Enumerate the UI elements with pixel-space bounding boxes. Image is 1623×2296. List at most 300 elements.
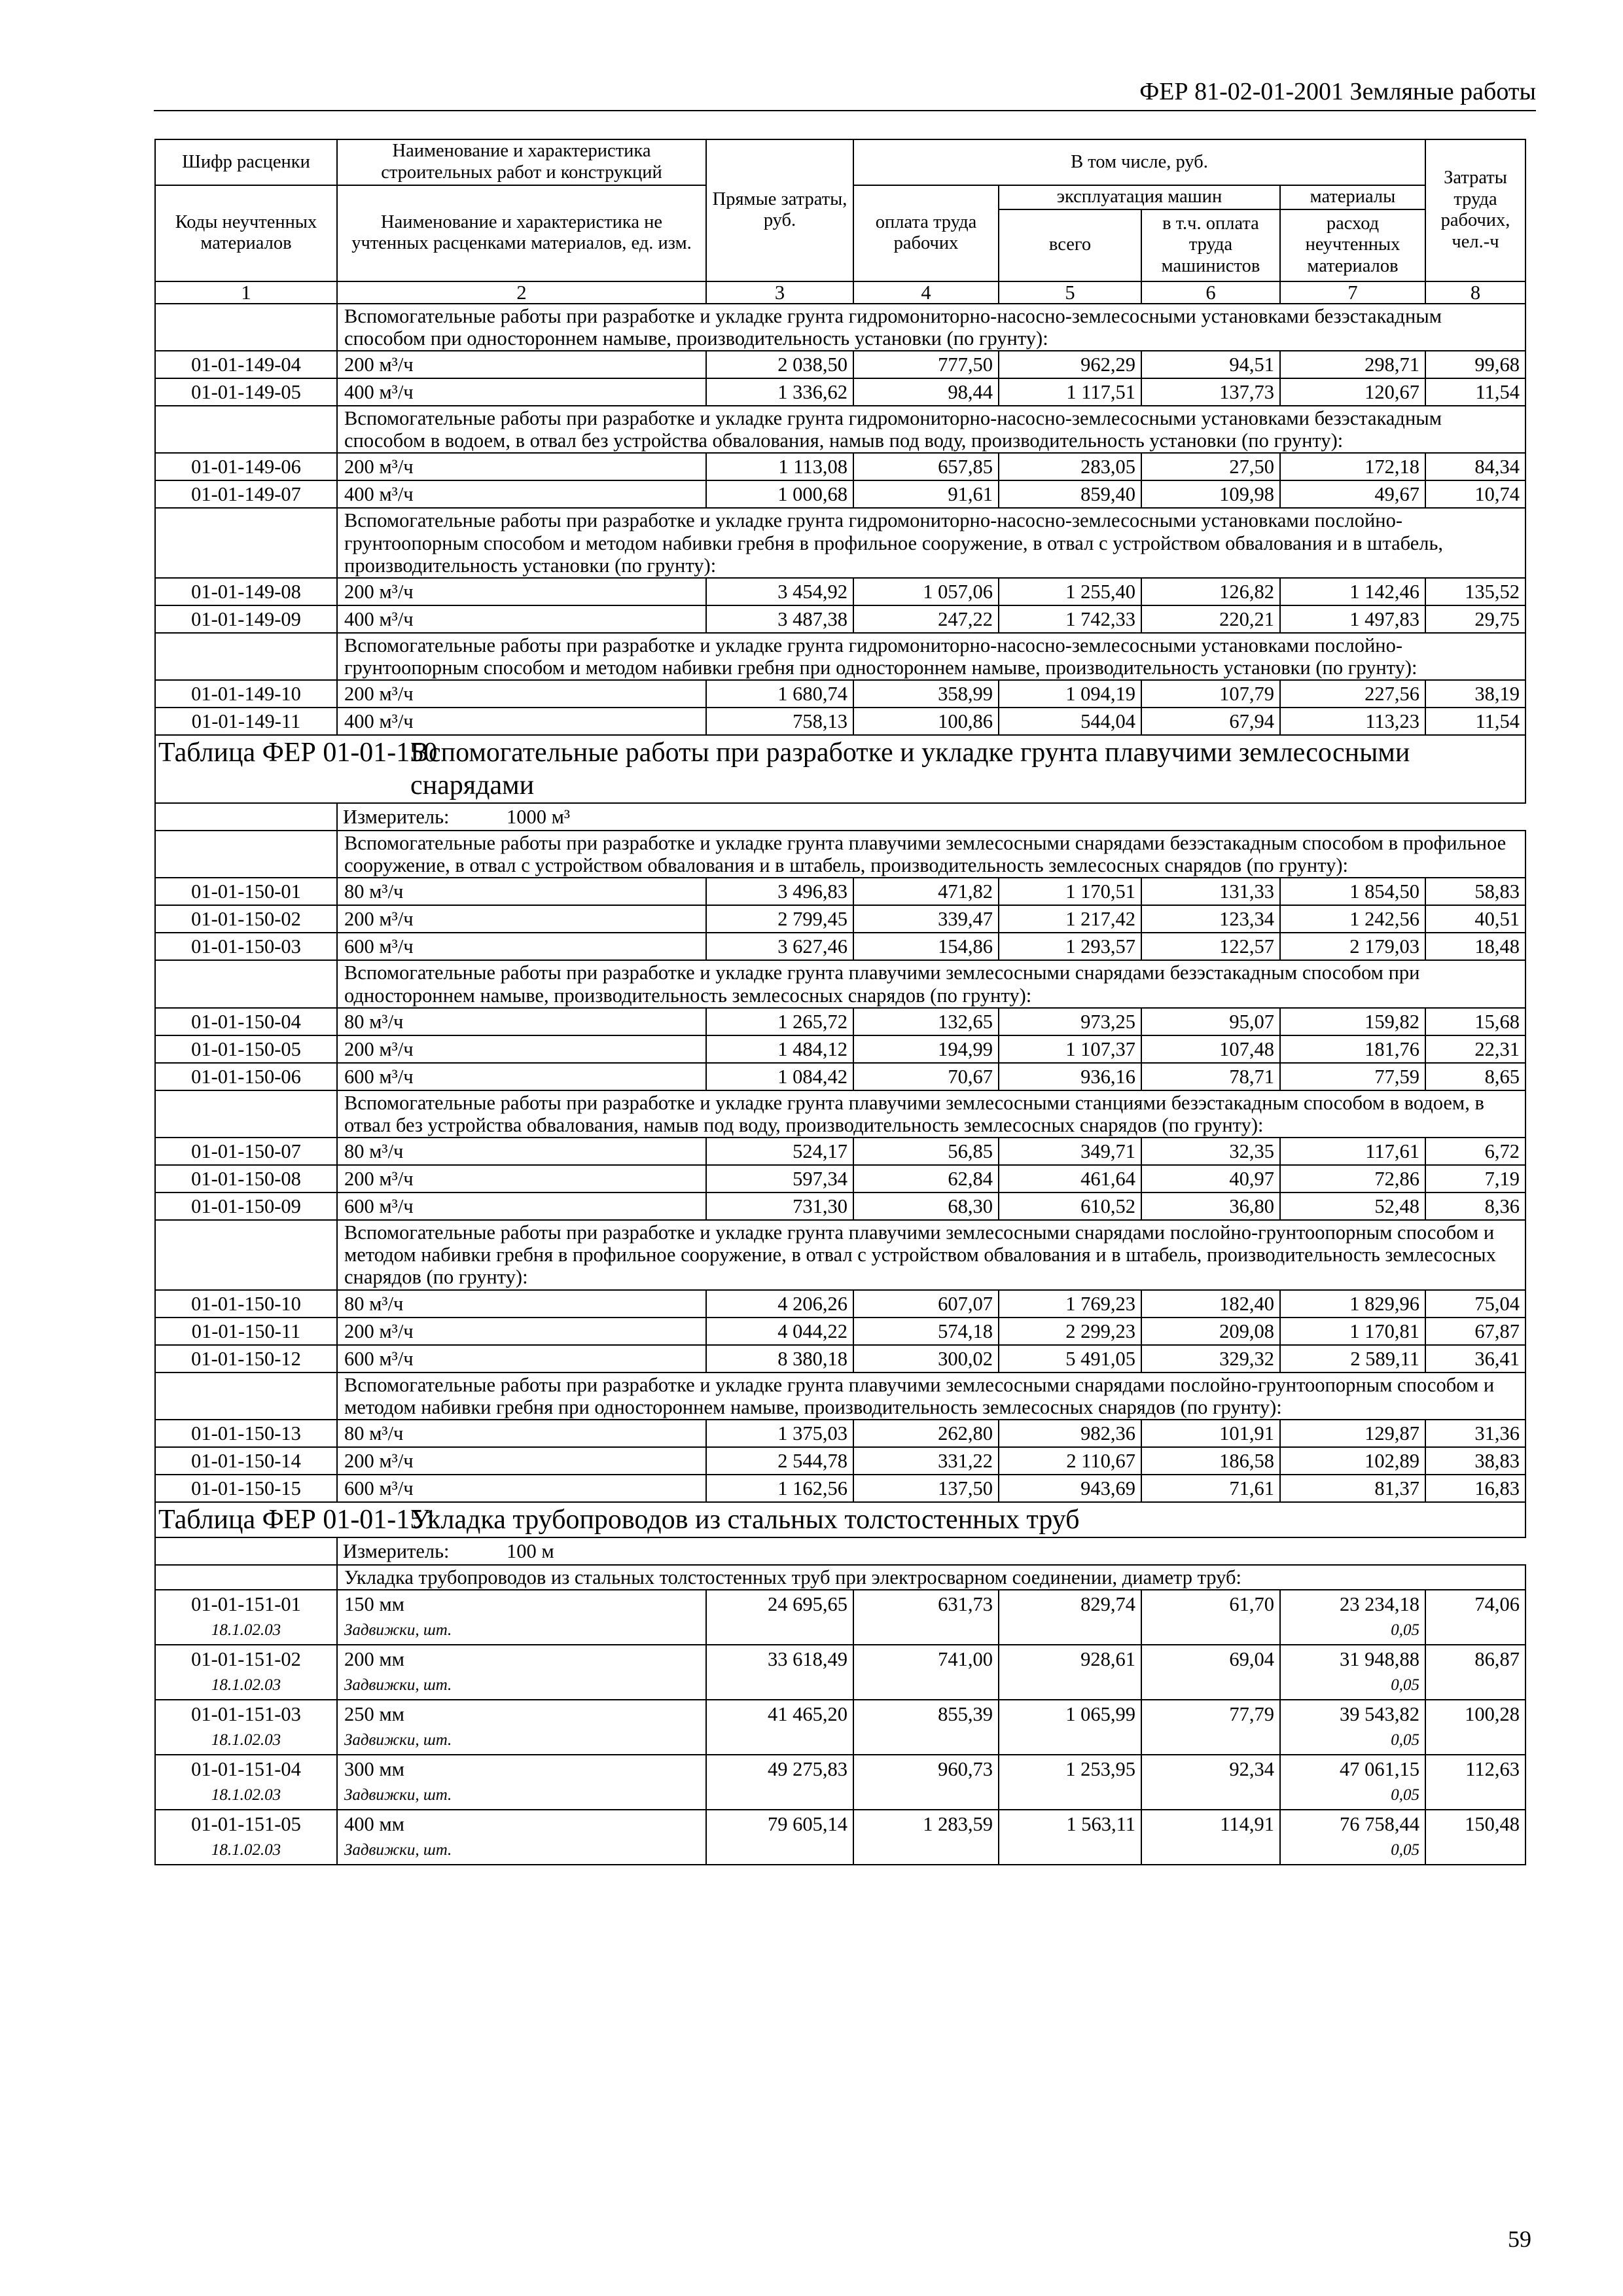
rate-code: 01-01-150-04 [155,1008,337,1035]
rate-code: 01-01-149-09 [155,605,337,633]
table-row [155,1290,1525,1318]
col-operators-header: в т.ч. оплата труда машинистов [1141,209,1280,281]
value-cell-c6: 107,48 [1141,1035,1280,1063]
rate-name-cell [337,1755,706,1810]
group-row [155,304,1525,351]
rate-name: 200 м³/ч [337,680,706,708]
value-cell-c3: 2 544,78 [706,1447,853,1475]
rate-code-cell [155,1700,337,1755]
group-description: Укладка трубопроводов из стальных толстостенных труб при электросварном соединении, диаметр труб: [337,1565,1525,1590]
rate-name: 200 м³/ч [337,453,706,480]
value-cell-c7: 227,56 [1280,680,1425,708]
meter-value: 100 м [507,1539,554,1562]
value-cell-c7: 298,71 [1280,351,1425,378]
rate-code: 01-01-150-15 [155,1475,337,1502]
value-cell-c4: 1 283,59 [853,1810,999,1865]
rate-code: 01-01-149-04 [155,351,337,378]
table-row [155,878,1525,905]
column-number: 8 [1425,281,1525,304]
blank-cell [155,508,337,577]
table-row [155,1475,1525,1502]
rate-code: 01-01-151-04 [191,1758,301,1781]
value-cell-c3: 2 038,50 [706,351,853,378]
rate-code: 01-01-150-13 [155,1420,337,1447]
col-wages-header: оплата труда рабочих [853,185,999,281]
material-code: 18.1.02.03 [211,1676,281,1695]
value-cell-c5: 1 217,42 [999,905,1141,933]
rate-name: 200 м³/ч [337,351,706,378]
value-cell-c7: 117,61 [1280,1138,1425,1165]
value-cell-c3: 79 605,14 [706,1810,853,1865]
rate-name: 600 м³/ч [337,1063,706,1090]
value-cell-c4: 300,02 [853,1345,999,1372]
value-cell-c5: 859,40 [999,480,1141,508]
rate-code-cell [155,1590,337,1645]
value-cell-c4: 68,30 [853,1193,999,1220]
rate-code: 01-01-149-07 [155,480,337,508]
value-cell-c6: 123,34 [1141,905,1280,933]
rate-code: 01-01-150-11 [155,1318,337,1345]
value-cell-c3: 524,17 [706,1138,853,1165]
value-cell-c8: 38,83 [1425,1447,1525,1475]
value-cell-c8: 18,48 [1425,933,1525,960]
value-cell-c3: 1 375,03 [706,1420,853,1447]
value-cell-c3: 1 162,56 [706,1475,853,1502]
value-cell-c5: 1 117,51 [999,378,1141,406]
value-cell-c5: 1 107,37 [999,1035,1141,1063]
value-cell-c8: 86,87 [1425,1645,1525,1700]
table-header [155,139,1525,304]
value-cell-c8: 22,31 [1425,1035,1525,1063]
group-description: Вспомогательные работы при разработке и укладке грунта плавучими землесосными станциями безэстакадным способом в водоем, в отвал без устройства обвалования, намыв под воду, производительность землесосных снарядов (по грунту): [337,1090,1525,1138]
value-cell-c4: 855,39 [853,1700,999,1755]
value-cell-c5: 1 065,99 [999,1700,1141,1755]
value-cell-c8: 112,63 [1425,1755,1525,1810]
table-row [155,1008,1525,1035]
value-cell-c5: 928,61 [999,1645,1141,1700]
group-description: Вспомогательные работы при разработке и укладке грунта гидромониторно-насосно-землесосными установками безэстакадным способом в водоем, в отвал без устройства обвалования, намыв под воду, производительность установки (по грунту): [337,406,1525,453]
column-number: 7 [1280,281,1425,304]
value-cell-c3: 3 627,46 [706,933,853,960]
table-151-body [155,1590,1525,1865]
value-cell-c7: 1 829,96 [1280,1290,1425,1318]
value-cell-c6: 131,33 [1141,878,1280,905]
value-cell-c6: 209,08 [1141,1318,1280,1345]
value-cell-c7: 2 179,03 [1280,933,1425,960]
value-cell-c4: 960,73 [853,1755,999,1810]
rate-name: 400 мм [344,1813,404,1836]
rate-code: 01-01-149-10 [155,680,337,708]
material-code: 18.1.02.03 [211,1841,281,1859]
value-cell-c6: 329,32 [1141,1345,1280,1372]
col-materials-header: материалы [1280,185,1425,209]
value-cell-c5: 2 110,67 [999,1447,1141,1475]
value-cell-c6: 78,71 [1141,1063,1280,1090]
value-cell-c3: 1 084,42 [706,1063,853,1090]
value-cell-c5: 610,52 [999,1193,1141,1220]
table-row [155,1193,1525,1220]
value-cell-c3: 2 799,45 [706,905,853,933]
rate-name: 80 м³/ч [337,1008,706,1035]
rates-table [154,139,1526,1865]
table-row [155,1755,1525,1810]
group-row [155,508,1525,577]
value-cell-c4: 741,00 [853,1645,999,1700]
value-cell-c3: 1 000,68 [706,480,853,508]
value-cell-c8: 29,75 [1425,605,1525,633]
material-name: Задвижки, шт. [344,1676,452,1695]
value-cell-c7: 172,18 [1280,453,1425,480]
value-cell-c6: 101,91 [1141,1420,1280,1447]
value-cell-c6: 107,79 [1141,680,1280,708]
rate-code: 01-01-150-02 [155,905,337,933]
value-cell-c6: 137,73 [1141,378,1280,406]
rate-name-cell [337,1645,706,1700]
blank-cell [155,1372,337,1420]
value-cell-c8: 74,06 [1425,1590,1525,1645]
value-cell-c3: 1 113,08 [706,453,853,480]
value-cell-c5: 349,71 [999,1138,1141,1165]
value-cell-c5: 1 769,23 [999,1290,1141,1318]
value-cell-c7: 159,82 [1280,1008,1425,1035]
value-cell-c4: 91,61 [853,480,999,508]
blank-cell [155,1220,337,1289]
table-150-label: Таблица ФЕР 01-01-150 [155,735,337,803]
rate-name: 600 м³/ч [337,933,706,960]
value-cell-c6: 27,50 [1141,453,1280,480]
table-row [155,1420,1525,1447]
blank-cell [155,304,337,351]
group-row [155,633,1525,680]
value-cell-c3: 33 618,49 [706,1645,853,1700]
table-151-title: Укладка трубопроводов из стальных толстостенных труб [337,1502,1525,1537]
value-cell-c7: 1 142,46 [1280,578,1425,605]
col-code-header: Шифр расценки [155,139,337,185]
rate-code: 01-01-150-07 [155,1138,337,1165]
value-cell-c4: 98,44 [853,378,999,406]
blank-cell [155,633,337,680]
value-cell-c4: 1 057,06 [853,578,999,605]
value-cell-c3: 49 275,83 [706,1755,853,1810]
value-cell-c3: 3 487,38 [706,605,853,633]
value-cell-c7: 129,87 [1280,1420,1425,1447]
value-cell-c7: 1 854,50 [1280,878,1425,905]
value-cell-c3: 41 465,20 [706,1700,853,1755]
value-cell-c3: 3 454,92 [706,578,853,605]
materials-cell [1280,1755,1425,1810]
value-cell-c4: 339,47 [853,905,999,933]
col-machines-total-header: всего [999,209,1141,281]
value-cell-c5: 982,36 [999,1420,1141,1447]
material-usage: 0,05 [1391,1621,1419,1640]
value-cell-c4: 100,86 [853,708,999,735]
group-description: Вспомогательные работы при разработке и укладке грунта гидромониторно-насосно-землесосными установками послойно-грунтоопорным способом и методом набивки гребня при одностороннем намыве, производительность установки (по грунту): [337,633,1525,680]
col-incl-header: В том числе, руб. [853,139,1425,185]
value-cell-c6: 61,70 [1141,1590,1280,1645]
value-cell-c8: 6,72 [1425,1138,1525,1165]
rate-code-cell [155,1755,337,1810]
column-number: 1 [155,281,337,304]
value-cell-c4: 194,99 [853,1035,999,1063]
rate-code: 01-01-150-12 [155,1345,337,1372]
rate-name: 200 м³/ч [337,905,706,933]
materials-value: 23 234,18 [1340,1593,1419,1616]
value-cell-c3: 1 336,62 [706,378,853,406]
value-cell-c5: 2 299,23 [999,1318,1141,1345]
group-row [155,831,1525,878]
value-cell-c7: 52,48 [1280,1193,1425,1220]
header-title: ФЕР 81-02-01-2001 Земляные работы [1139,78,1536,105]
rate-name: 250 мм [344,1703,404,1726]
materials-cell [1280,1700,1425,1755]
rate-code: 01-01-150-08 [155,1165,337,1193]
value-cell-c8: 150,48 [1425,1810,1525,1865]
value-cell-c5: 283,05 [999,453,1141,480]
value-cell-c3: 4 206,26 [706,1290,853,1318]
rate-name: 600 м³/ч [337,1345,706,1372]
value-cell-c7: 181,76 [1280,1035,1425,1063]
rate-name: 400 м³/ч [337,708,706,735]
rate-name: 200 м³/ч [337,1035,706,1063]
group-description: Вспомогательные работы при разработке и укладке грунта плавучими землесосными снарядами послойно-грунтоопорным способом и методом набивки гребня в профильное сооружение, в отвал с устройством обвалования и в штабель, производительность землесосных снарядов (по грунту): [337,1220,1525,1289]
rate-code: 01-01-149-05 [155,378,337,406]
value-cell-c8: 8,36 [1425,1193,1525,1220]
value-cell-c8: 67,87 [1425,1318,1525,1345]
table-row [155,578,1525,605]
table-row [155,1590,1525,1645]
value-cell-c4: 574,18 [853,1318,999,1345]
value-cell-c5: 973,25 [999,1008,1141,1035]
table-row [155,1063,1525,1090]
value-cell-c6: 36,80 [1141,1193,1280,1220]
value-cell-c7: 2 589,11 [1280,1345,1425,1372]
meter-value: 1000 м³ [507,806,571,829]
value-cell-c7: 72,86 [1280,1165,1425,1193]
value-cell-c5: 5 491,05 [999,1345,1141,1372]
materials-value: 31 948,88 [1340,1648,1419,1671]
rate-name: 200 м³/ч [337,578,706,605]
value-cell-c6: 71,61 [1141,1475,1280,1502]
column-number: 4 [853,281,999,304]
value-cell-c6: 182,40 [1141,1290,1280,1318]
value-cell-c6: 114,91 [1141,1810,1280,1865]
table-row [155,480,1525,508]
blank-cell [155,960,337,1007]
material-name: Задвижки, шт. [344,1731,452,1749]
value-cell-c3: 1 680,74 [706,680,853,708]
rate-name: 200 м³/ч [337,1318,706,1345]
meter-label: Измеритель: [343,1539,450,1562]
table-151-heading [155,1502,1525,1590]
table-150-title: Вспомогательные работы при разработке и укладке грунта плавучими землесосными снарядами [337,735,1525,803]
rate-code: 01-01-150-10 [155,1290,337,1318]
value-cell-c6: 186,58 [1141,1447,1280,1475]
materials-cell [1280,1645,1425,1700]
table-row [155,453,1525,480]
rate-name-cell [337,1700,706,1755]
table-row [155,1447,1525,1475]
value-cell-c5: 1 563,11 [999,1810,1141,1865]
value-cell-c5: 1 293,57 [999,933,1141,960]
group-description: Вспомогательные работы при разработке и укладке грунта гидромониторно-насосно-землесосными установками послойно-грунтоопорным способом и методом набивки гребня в профильное сооружение, в отвал с устройством обвалования и в штабель, производительность установки (по грунту): [337,508,1525,577]
value-cell-c6: 95,07 [1141,1008,1280,1035]
value-cell-c4: 62,84 [853,1165,999,1193]
material-name: Задвижки, шт. [344,1786,452,1804]
rate-code: 01-01-151-03 [191,1703,301,1726]
table-row [155,1138,1525,1165]
value-cell-c3: 8 380,18 [706,1345,853,1372]
rate-name: 80 м³/ч [337,1138,706,1165]
col-direct-costs-header: Прямые затраты, руб. [706,139,853,281]
blank-cell [155,1537,337,1565]
group-description: Вспомогательные работы при разработке и укладке грунта плавучими землесосными снарядами послойно-грунтоопорным способом и методом набивки гребня при одностороннем намыве, производительность землесосных снарядов (по грунту): [337,1372,1525,1420]
value-cell-c8: 99,68 [1425,351,1525,378]
value-cell-c7: 120,67 [1280,378,1425,406]
rate-code: 01-01-149-11 [155,708,337,735]
materials-value: 47 061,15 [1340,1758,1419,1781]
value-cell-c7: 1 242,56 [1280,905,1425,933]
material-code: 18.1.02.03 [211,1786,281,1804]
table-row [155,933,1525,960]
value-cell-c3: 758,13 [706,708,853,735]
value-cell-c8: 135,52 [1425,578,1525,605]
table-151-label: Таблица ФЕР 01-01-151 [155,1502,337,1537]
value-cell-c5: 1 742,33 [999,605,1141,633]
materials-value: 39 543,82 [1340,1703,1419,1726]
table-149-body [155,304,1525,735]
value-cell-c8: 40,51 [1425,905,1525,933]
value-cell-c6: 40,97 [1141,1165,1280,1193]
rate-name-cell [337,1810,706,1865]
value-cell-c7: 1 170,81 [1280,1318,1425,1345]
column-number: 5 [999,281,1141,304]
value-cell-c3: 4 044,22 [706,1318,853,1345]
value-cell-c8: 15,68 [1425,1008,1525,1035]
rate-name: 150 мм [344,1593,404,1616]
page-header [154,73,1536,111]
value-cell-c4: 56,85 [853,1138,999,1165]
value-cell-c3: 597,34 [706,1165,853,1193]
value-cell-c4: 331,22 [853,1447,999,1475]
material-name: Задвижки, шт. [344,1621,452,1640]
value-cell-c6: 109,98 [1141,480,1280,508]
rate-code: 01-01-150-06 [155,1063,337,1090]
table-row [155,1645,1525,1700]
table-150-meter [337,803,1525,831]
rate-code: 01-01-150-03 [155,933,337,960]
col-machines-header: эксплуатация машин [999,185,1280,209]
value-cell-c8: 31,36 [1425,1420,1525,1447]
group-description: Вспомогательные работы при разработке и укладке грунта плавучими землесосными снарядами безэстакадным способом в профильное сооружение, в отвал с устройством обвалования и в штабель, производительность землесосных снарядов (по грунту): [337,831,1525,878]
value-cell-c4: 132,65 [853,1008,999,1035]
value-cell-c5: 1 255,40 [999,578,1141,605]
value-cell-c4: 154,86 [853,933,999,960]
table-150-body [155,831,1525,1502]
table-150-heading [155,735,1525,831]
value-cell-c5: 544,04 [999,708,1141,735]
value-cell-c4: 358,99 [853,680,999,708]
value-cell-c7: 81,37 [1280,1475,1425,1502]
rate-name: 300 мм [344,1758,404,1781]
table-row [155,1035,1525,1063]
rate-name: 600 м³/ч [337,1193,706,1220]
table-151-meter [337,1537,1525,1565]
blank-cell [155,1565,337,1590]
group-row [155,960,1525,1007]
value-cell-c8: 36,41 [1425,1345,1525,1372]
value-cell-c4: 631,73 [853,1590,999,1645]
blank-cell [155,831,337,878]
group-row [155,1220,1525,1289]
rate-name: 400 м³/ч [337,605,706,633]
value-cell-c5: 829,74 [999,1590,1141,1645]
value-cell-c5: 1 253,95 [999,1755,1141,1810]
value-cell-c8: 75,04 [1425,1290,1525,1318]
rate-name: 80 м³/ч [337,1420,706,1447]
meter-label: Измеритель: [343,806,450,829]
rate-code: 01-01-151-02 [191,1648,301,1671]
table-row [155,1810,1525,1865]
material-usage: 0,05 [1391,1731,1419,1749]
table-row [155,1318,1525,1345]
rate-name: 200 мм [344,1648,404,1671]
value-cell-c4: 137,50 [853,1475,999,1502]
col-name-header: Наименование и характеристика строительных работ и конструкций [337,139,706,185]
rate-code: 01-01-150-01 [155,878,337,905]
value-cell-c4: 657,85 [853,453,999,480]
table-row [155,1345,1525,1372]
table-row [155,905,1525,933]
value-cell-c7: 1 497,83 [1280,605,1425,633]
rate-name: 80 м³/ч [337,1290,706,1318]
value-cell-c4: 70,67 [853,1063,999,1090]
value-cell-c7: 102,89 [1280,1447,1425,1475]
value-cell-c3: 1 484,12 [706,1035,853,1063]
value-cell-c5: 1 170,51 [999,878,1141,905]
value-cell-c4: 471,82 [853,878,999,905]
materials-cell [1280,1590,1425,1645]
col-matname-header: Наименование и характеристика не учтенных расценками материалов, ед. изм. [337,185,706,281]
value-cell-c8: 58,83 [1425,878,1525,905]
col-material-usage-header: расход неучтенных материалов [1280,209,1425,281]
rate-name: 400 м³/ч [337,378,706,406]
value-cell-c8: 100,28 [1425,1700,1525,1755]
value-cell-c6: 77,79 [1141,1700,1280,1755]
blank-cell [155,406,337,453]
value-cell-c6: 126,82 [1141,578,1280,605]
column-number: 6 [1141,281,1280,304]
table-row [155,1700,1525,1755]
value-cell-c8: 7,19 [1425,1165,1525,1193]
value-cell-c8: 8,65 [1425,1063,1525,1090]
group-row [155,406,1525,453]
value-cell-c5: 936,16 [999,1063,1141,1090]
table-row [155,351,1525,378]
table-row [155,708,1525,735]
material-code: 18.1.02.03 [211,1731,281,1749]
rate-code: 01-01-150-09 [155,1193,337,1220]
column-number: 2 [337,281,706,304]
value-cell-c7: 113,23 [1280,708,1425,735]
value-cell-c3: 1 265,72 [706,1008,853,1035]
value-cell-c8: 11,54 [1425,378,1525,406]
col-labor-header: Затраты труда рабочих, чел.-ч [1425,139,1525,281]
blank-cell [155,803,337,831]
table-row [155,680,1525,708]
group-row [155,1090,1525,1138]
column-number: 3 [706,281,853,304]
rate-name: 200 м³/ч [337,1165,706,1193]
